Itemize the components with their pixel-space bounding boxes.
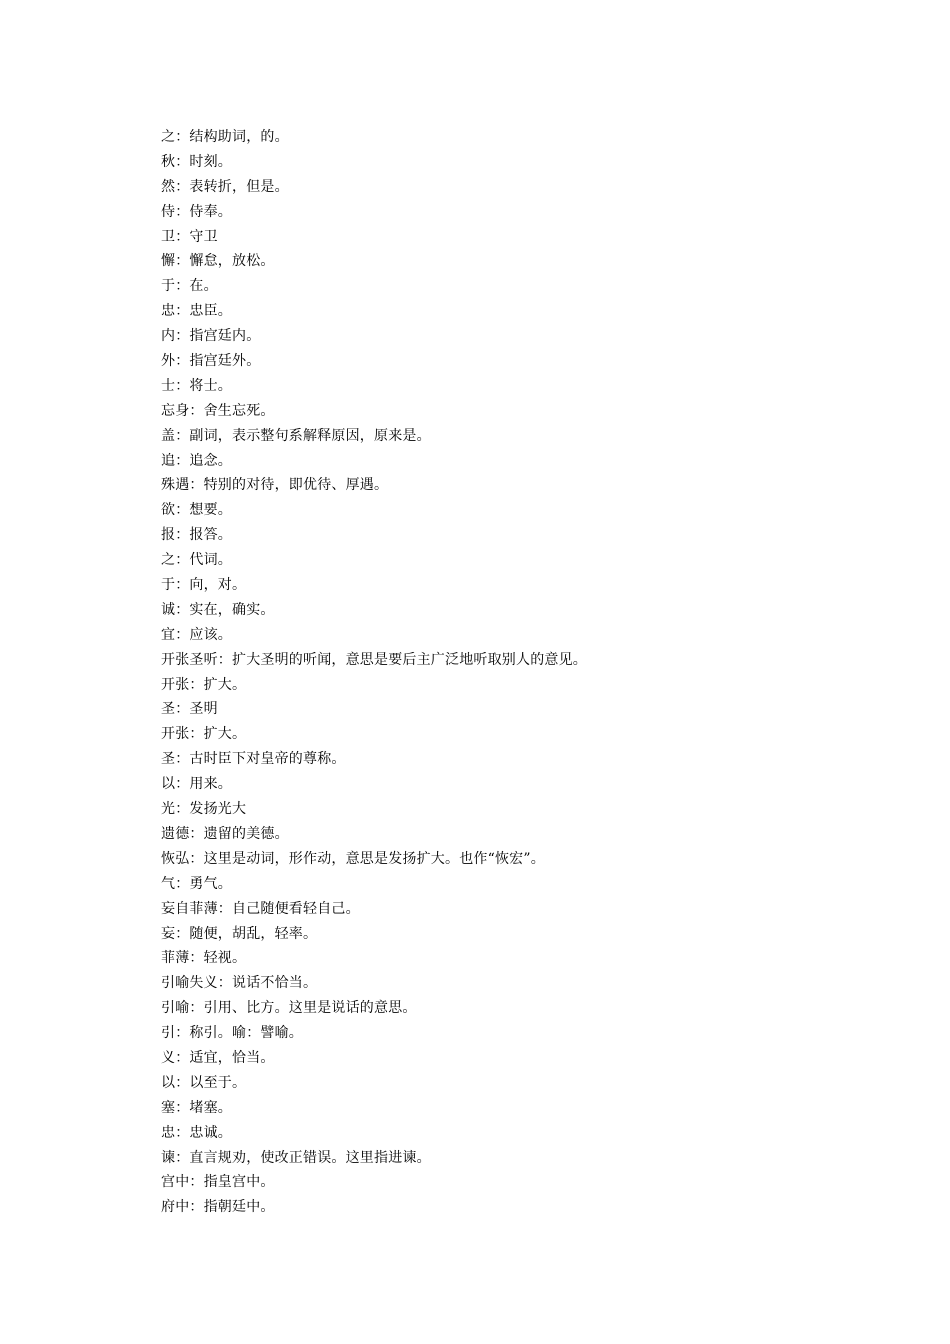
annotation-entry: 引：称引。喻：譬喻。 <box>161 1025 303 1042</box>
annotation-entry: 恢弘：这里是动词，形作动，意思是发扬扩大。也作“恢宏”。 <box>161 850 545 867</box>
annotation-entry: 宫中：指皇宫中。 <box>161 1174 275 1191</box>
annotation-entry: 忠：忠诚。 <box>161 1124 232 1141</box>
annotation-entry: 于：在。 <box>161 278 218 295</box>
annotation-entry: 开张：扩大。 <box>161 726 247 743</box>
annotation-entry: 遗德：遗留的美德。 <box>161 825 289 842</box>
annotation-entry: 忠：忠臣。 <box>161 303 232 320</box>
annotation-entry: 殊遇：特别的对待，即优待、厚遇。 <box>161 477 389 494</box>
annotation-entry: 引喻：引用、比方。这里是说话的意思。 <box>161 1000 417 1017</box>
annotation-entry: 塞：堵塞。 <box>161 1099 232 1116</box>
annotation-entry: 欲：想要。 <box>161 502 232 519</box>
annotation-entry: 义：适宜，恰当。 <box>161 1049 275 1066</box>
annotation-entry: 开张：扩大。 <box>161 676 247 693</box>
annotation-entry: 懈：懈怠，放松。 <box>161 253 275 270</box>
annotation-entry: 报：报答。 <box>161 527 232 544</box>
annotation-entry: 追：追念。 <box>161 452 232 469</box>
annotation-list <box>161 125 881 1220</box>
annotation-entry: 侍：侍奉。 <box>161 203 232 220</box>
annotation-entry: 宜：应该。 <box>161 626 232 643</box>
annotation-entry: 开张圣听：扩大圣明的听闻，意思是要后主广泛地听取别人的意见。 <box>161 651 587 668</box>
annotation-entry: 忘身：舍生忘死。 <box>161 402 275 419</box>
annotation-entry: 以：以至于。 <box>161 1074 247 1091</box>
annotation-entry: 谏：直言规劝，使改正错误。这里指进谏。 <box>161 1149 431 1166</box>
annotation-entry: 之：结构助词，的。 <box>161 129 289 145</box>
annotation-entry: 气：勇气。 <box>161 875 232 892</box>
annotation-entry: 士：将士。 <box>161 377 232 394</box>
annotation-entry: 外：指宫廷外。 <box>161 353 261 370</box>
annotation-entry: 秋：时刻。 <box>161 153 232 170</box>
annotation-entry: 然：表转折，但是。 <box>161 178 289 195</box>
annotation-entry: 内：指宫廷内。 <box>161 328 261 345</box>
annotation-entry: 妄：随便，胡乱，轻率。 <box>161 925 318 942</box>
annotation-entry: 于：向，对。 <box>161 577 247 594</box>
annotation-entry: 之：代词。 <box>161 552 232 569</box>
annotation-entry: 妄自菲薄：自己随便看轻自己。 <box>161 900 360 917</box>
annotation-entry: 圣：古时臣下对皇帝的尊称。 <box>161 751 346 768</box>
annotation-entry: 引喻失义：说话不恰当。 <box>161 975 318 992</box>
annotation-entry: 光：发扬光大 <box>161 801 247 818</box>
annotation-entry: 诚：实在，确实。 <box>161 601 275 618</box>
annotation-entry: 卫：守卫 <box>161 228 218 245</box>
annotation-entry: 菲薄：轻视。 <box>161 950 247 967</box>
annotation-entry: 盖：副词，表示整句系解释原因，原来是。 <box>161 427 431 444</box>
annotation-entry: 圣：圣明 <box>161 701 218 718</box>
annotation-entry: 以：用来。 <box>161 776 232 793</box>
annotation-entry: 府中：指朝廷中。 <box>161 1199 275 1216</box>
